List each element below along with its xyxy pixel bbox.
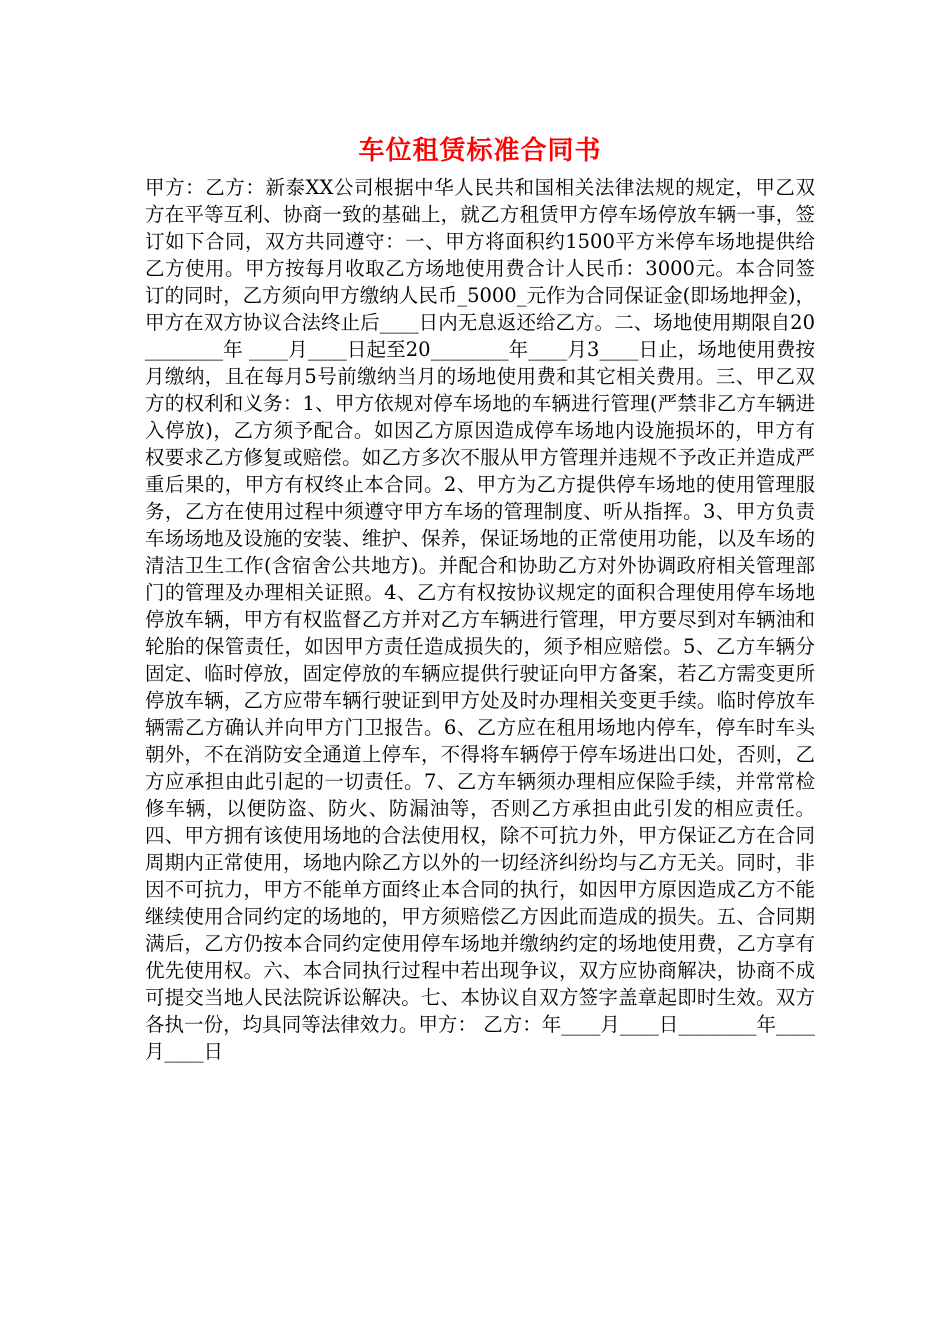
document-body: 甲方：乙方：新泰XX公司根据中华人民共和国相关法律法规的规定，甲乙双方在平等互利、协商一致的基础上，就乙方租赁甲方停车场停放车辆一事，签订如下合同，双方共同遵守：一、甲方将面积约1500平方米停车场地提供给乙方使用。甲方按每月收取乙方场地使用费合计人民币：3000元。本合同签订的同时，乙方须向甲方缴纳人民币_5000_元作为合同保证金(即场地押金)，甲方在双方协议合法终止后____日内无息返还给乙方。二、场地使用期限自20________年 ____月____日起至20________年____月3____日止，场地使用费按月缴纳，且在每月5号前缴纳当月的场地使用费和其它相关费用。三、甲乙双方的权利和义务：1、甲方依规对停车场地的车辆进行管理(严禁非乙方车辆进入停放)，乙方须予配合。如因乙方原因造成停车场地内设施损坏的，甲方有权要求乙方修复或赔偿。如乙方多次不服从甲方管理并违规不予改正并造成严重后果的，甲方有权终止本合同。2、甲方为乙方提供停车场地的使用管理服务，乙方在使用过程中须遵守甲方车场的管理制度、听从指挥。3、甲方负责车场场地及设施的安装、维护、保养，保证场地的正常使用功能，以及车场的清洁卫生工作(含宿舍公共地方)。并配合和协助乙方对外协调政府相关管理部门的管理及办理相关证照。4、乙方有权按协议规定的面积合理使用停车场地停放车辆，甲方有权监督乙方并对乙方车辆进行管理，甲方要尽到对车辆油和轮胎的保管责任，如因甲方责任造成损失的，须予相应赔偿。5、乙方车辆分固定、临时停放，固定停放的车辆应提供行驶证向甲方备案，若乙方需变更所停放车辆，乙方应带车辆行驶证到甲方处及时办理相关变更手续。临时停放车辆需乙方确认并向甲方门卫报告。6、乙方应在租用场地内停车，停车时车头朝外，不在消防安全通道上停车，不得将车辆停于停车场进出口处，否则，乙方应承担由此引起的一切责任。7、乙方车辆须办理相应保险手续，并常常检修车辆，以便防盗、防火、防漏油等，否则乙方承担由此引发的相应责任。四、甲方拥有该使用场地的合法使用权，除不可抗力外，甲方保证乙方在合同周期内正常使用，场地内除乙方以外的一切经济纠纷均与乙方无关。同时，非因不可抗力，甲方不能单方面终止本合同的执行，如因甲方原因造成乙方不能继续使用合同约定的场地的，甲方须赔偿乙方因此而造成的损失。五、合同期满后，乙方仍按本合同约定使用停车场地并缴纳约定的场地使用费，乙方享有优先使用权。六、本合同执行过程中若出现争议，双方应协商解决，协商不成可提交当地人民法院诉讼解决。七、本协议自双方签字盖章起即时生效。双方各执一份，均具同等法律效力。甲方： 乙方：年____月____日________年____月____日 <box>145 176 815 1063</box>
document-page <box>145 128 815 1065</box>
document-title: 车位租赁标准合同书 <box>358 136 602 166</box>
